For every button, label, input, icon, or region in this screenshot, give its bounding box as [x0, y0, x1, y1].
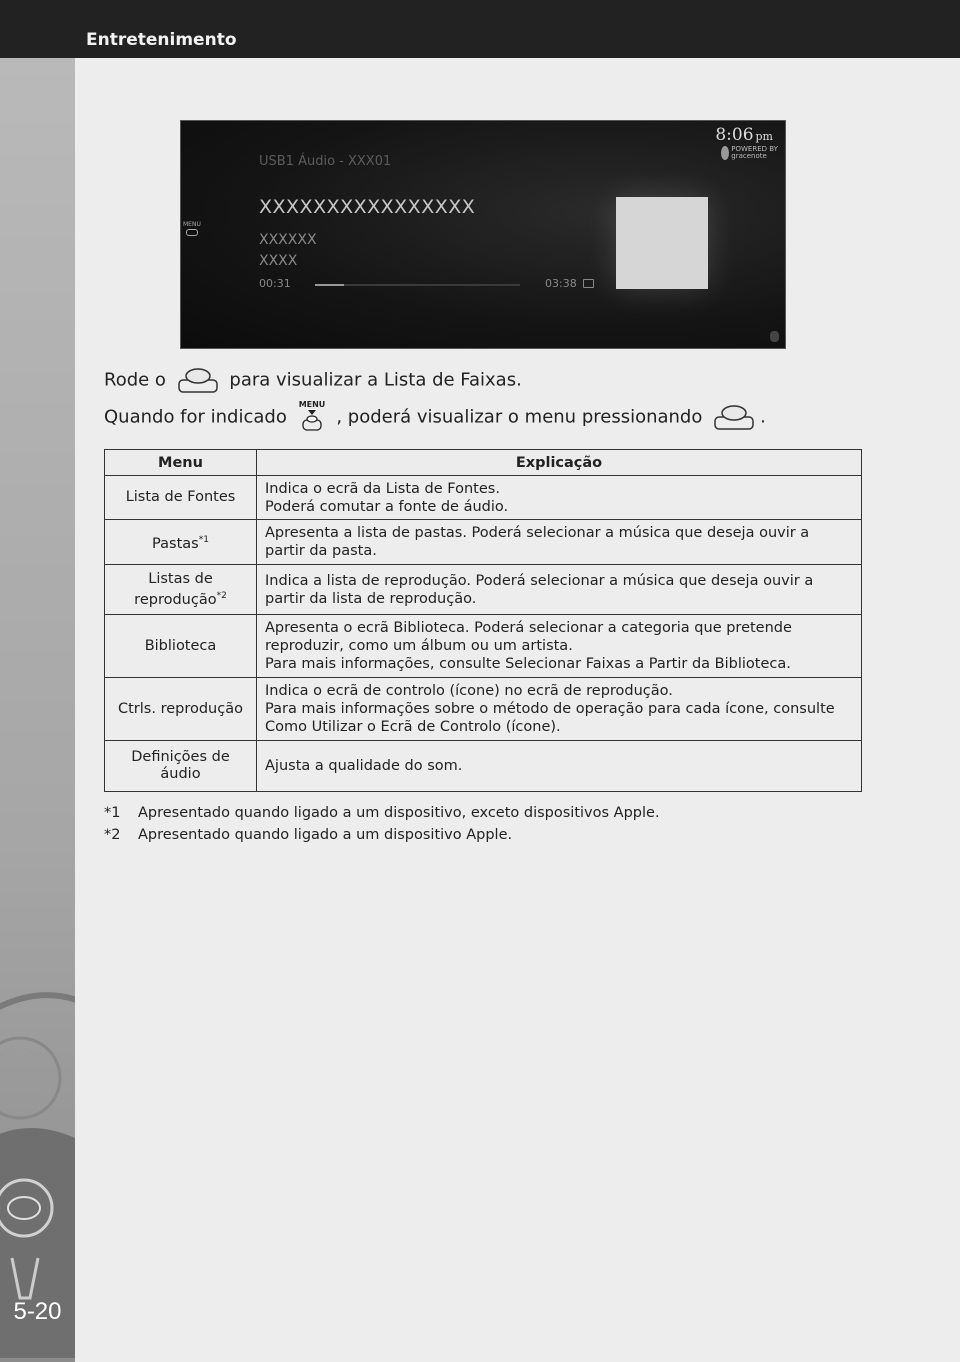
track-title: XXXXXXXXXXXXXXXX: [259, 196, 476, 218]
explanation-line: Indica a lista de reprodução. Poderá selecionar a música que deseja ouvir a partir da lista de reprodução.: [265, 572, 814, 607]
menu-knob-icon: [295, 400, 329, 434]
explanation-cell: [257, 678, 862, 741]
audio-source: USB1 Áudio - XXX01: [259, 154, 392, 169]
menu-hint[interactable]: [183, 221, 201, 236]
menu-cell: [105, 565, 257, 615]
footnote-mark: *1: [104, 805, 121, 821]
table-header-row: [105, 450, 862, 476]
footnote-text: Apresentado quando ligado a um dispositivo Apple.: [138, 827, 513, 843]
footnote-mark: *2: [104, 827, 121, 843]
table-row: [105, 476, 862, 520]
footnote-text: Apresentado quando ligado a um dispositivo, exceto dispositivos Apple.: [138, 805, 660, 821]
footnote-2: [104, 827, 512, 843]
commander-rotate-icon: [176, 366, 220, 394]
menu-name: Ctrls. reprodução: [118, 700, 243, 717]
explanation-line: Apresenta o ecrã Biblioteca. Poderá selecionar a categoria que pretende reproduzir, como um álbum ou um artista.: [265, 620, 792, 654]
explanation-cell: [257, 476, 862, 520]
table-row: [105, 520, 862, 565]
gracenote-icon: [721, 146, 729, 160]
instruction-2-text-b: , poderá visualizar o menu pressionando: [336, 406, 703, 428]
commander-press-icon: [712, 403, 756, 431]
menu-icon-label: MENU: [298, 400, 325, 409]
gracenote-badge: [721, 145, 781, 161]
explanation-line: Indica o ecrã de controlo (ícone) no ecrã de reprodução.: [265, 683, 673, 699]
instruction-1-text-b: para visualizar a Lista de Faixas.: [229, 369, 522, 391]
instruction-2-text-a: Quando for indicado: [104, 406, 287, 428]
menu-hint-label: MENU: [183, 221, 201, 228]
clock-time: 8:06: [715, 125, 754, 145]
explanation-line: Para mais informações, consulte Selecionar Faixas a Partir da Biblioteca.: [265, 656, 791, 672]
table-row: [105, 678, 862, 741]
explanation-cell: [257, 565, 862, 615]
explanation-line: Ajusta a qualidade do som.: [265, 758, 463, 774]
table-row: [105, 741, 862, 792]
menu-name: Pastas: [152, 535, 199, 552]
page-number: 5-20: [13, 1298, 62, 1325]
footnote-ref: *1: [198, 534, 209, 545]
bluetooth-icon: [770, 331, 779, 342]
explanation-cell: [257, 615, 862, 678]
table-row: [105, 615, 862, 678]
progress-bar[interactable]: [315, 284, 520, 286]
instruction-line-2: [104, 400, 766, 434]
table-row: [105, 565, 862, 615]
instruction-1-text-a: Rode o: [104, 369, 166, 391]
progress-fill: [315, 284, 344, 286]
explanation-line: Para mais informações sobre o método de operação para cada ícone, consulte Como Utilizar o Ecrã de Controlo (ícone).: [265, 701, 835, 735]
explanation-cell: [257, 520, 862, 565]
commander-knob-icon: [186, 229, 198, 236]
instruction-line-1: [104, 366, 522, 394]
explanation-cell: [257, 741, 862, 792]
track-album: XXXX: [259, 253, 298, 269]
steering-wheel-illustration: [0, 938, 75, 1358]
footnote-ref: *2: [216, 590, 227, 601]
footnote-1: [104, 805, 660, 821]
menu-cell: [105, 678, 257, 741]
instruction-2-text-c: .: [760, 406, 766, 428]
column-header-menu: Menu: [105, 450, 257, 476]
menu-cell: [105, 520, 257, 565]
explanation-line: Apresenta a lista de pastas. Poderá selecionar a música que deseja ouvir a partir da pasta.: [265, 525, 810, 559]
header-bar: [0, 0, 960, 58]
clock-ampm: pm: [755, 130, 773, 143]
infotainment-screen: [180, 120, 786, 349]
menu-name: Lista de Fontes: [125, 489, 236, 505]
menu-cell: [105, 615, 257, 678]
menu-name: Biblioteca: [144, 637, 217, 654]
section-title: Entretenimento: [86, 30, 237, 50]
menu-name: Definições de áudio: [131, 749, 230, 782]
repeat-icon[interactable]: [583, 279, 594, 288]
menu-cell: [105, 741, 257, 792]
total-time: 03:38: [545, 277, 577, 290]
explanation-line: Indica o ecrã da Lista de Fontes.: [265, 480, 500, 497]
menu-name: Listas de reprodução: [134, 570, 217, 608]
sidebar-strip: [0, 58, 75, 1362]
explanation-line: Poderá comutar a fonte de áudio.: [265, 498, 509, 515]
album-art: [616, 197, 708, 289]
clock: [715, 125, 773, 145]
menu-cell: [105, 476, 257, 520]
column-header-explanation: Explicação: [257, 450, 862, 476]
track-artist: XXXXXX: [259, 232, 317, 248]
gracenote-label: POWERED BY gracenote: [731, 145, 778, 160]
menu-table: [104, 449, 862, 792]
elapsed-time: 00:31: [259, 277, 291, 290]
